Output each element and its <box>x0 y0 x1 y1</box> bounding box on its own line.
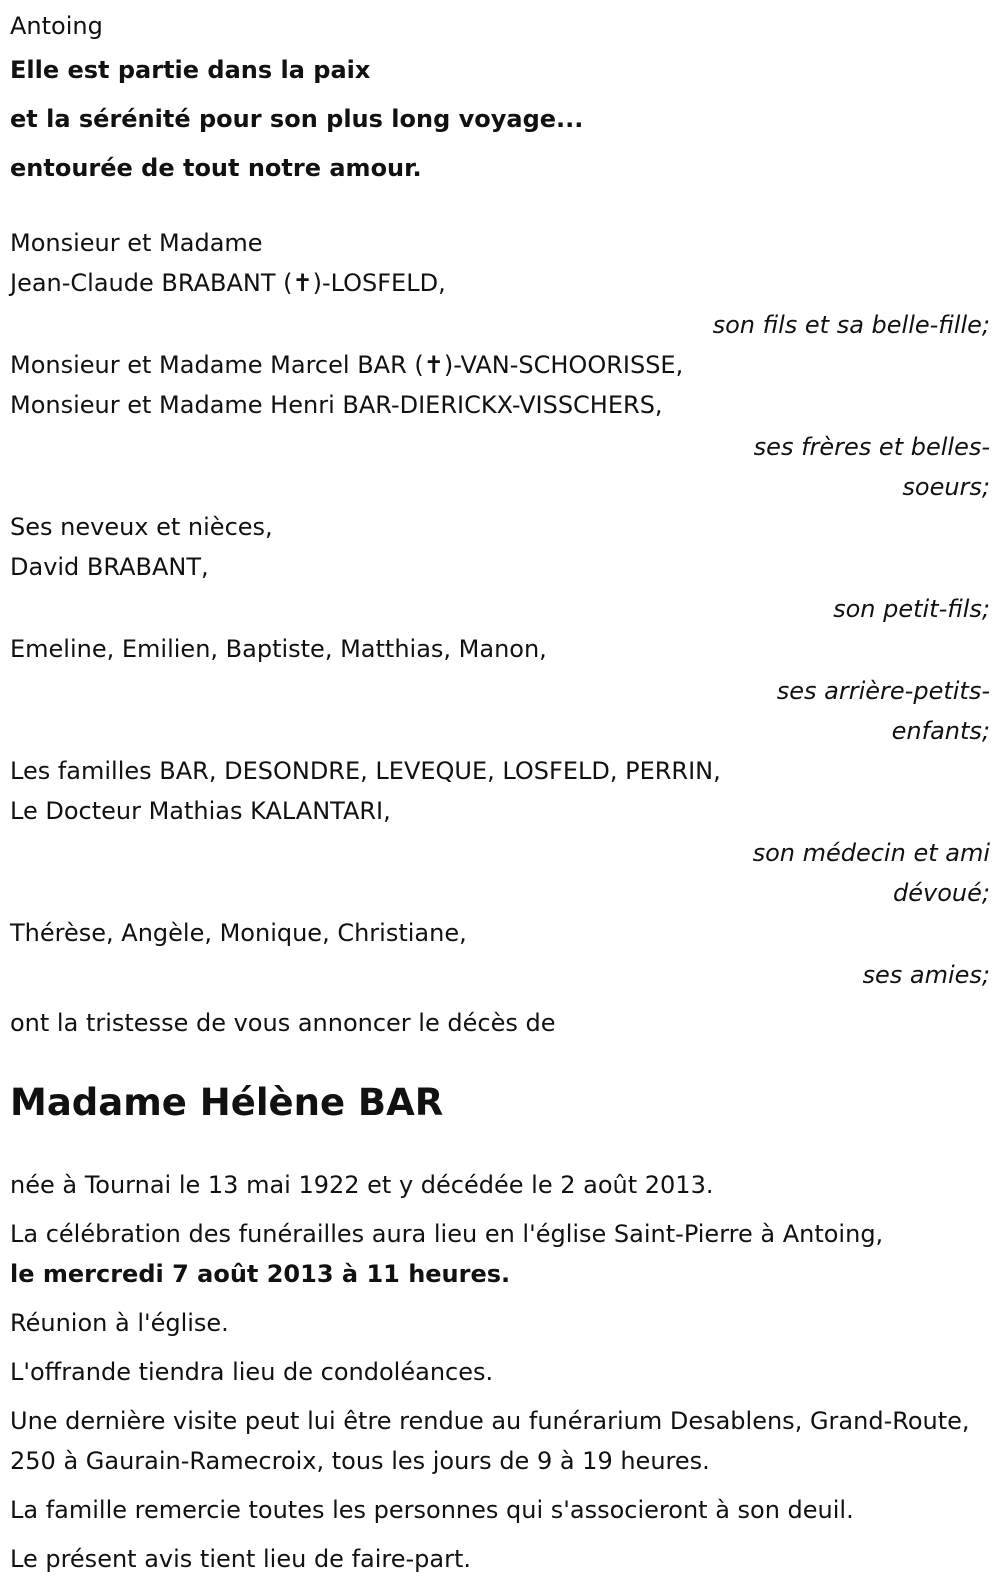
doctor-role: son médecin et ami dévoué; <box>752 839 990 907</box>
intro-line: entourée de tout notre amour. <box>10 154 422 182</box>
offering-line: L'offrande tiendra lieu de condoléances. <box>10 1358 494 1386</box>
intro-line: et la sérénité pour son plus long voyage... <box>10 105 584 133</box>
visit-line: Une dernière visite peut lui être rendue au funérarium Desablens, Grand-Route, 250 à Gaurain-Ramecroix, tous les jours de 9 à 19 heures. <box>10 1407 970 1475</box>
thanks-line: La famille remercie toutes les personnes qui s'associeront à son deuil. <box>10 1496 854 1524</box>
families-line: Les familles BAR, DESONDRE, LEVEQUE, LOSFELD, PERRIN, <box>10 757 721 785</box>
siblings-role: ses frères et belles-soeurs; <box>753 433 990 501</box>
grandson-role: son petit-fils; <box>833 595 990 623</box>
announcement-line: ont la tristesse de vous annoncer le décès de <box>10 1009 556 1037</box>
funeral-details <box>10 1165 990 1579</box>
friends-line: Thérèse, Angèle, Monique, Christiane, <box>10 919 467 947</box>
great-grandchildren-line: Emeline, Emilien, Baptiste, Matthias, Manon, <box>10 635 547 663</box>
ceremony-date-line: le mercredi 7 août 2013 à 11 heures. <box>10 1260 511 1288</box>
grandson-line: David BRABANT, <box>10 553 209 581</box>
nephews-line: Ses neveux et nièces, <box>10 513 273 541</box>
deceased-name: Madame Hélène BAR <box>10 1081 444 1124</box>
family-list <box>10 223 990 995</box>
friends-role: ses amies; <box>862 961 990 989</box>
meeting-line: Réunion à l'église. <box>10 1309 229 1337</box>
birth-death-line: née à Tournai le 13 mai 1922 et y décédée le 2 août 2013. <box>10 1171 714 1199</box>
intro-line: Elle est partie dans la paix <box>10 56 371 84</box>
son-role: son fils et sa belle-fille; <box>712 311 990 339</box>
intro-verse <box>10 46 990 193</box>
son-line: Monsieur et Madame <box>10 229 263 257</box>
notice-line: Le présent avis tient lieu de faire-part. <box>10 1545 472 1573</box>
ceremony-line: La célébration des funérailles aura lieu en l'église Saint-Pierre à Antoing, <box>10 1220 884 1248</box>
location-label: Antoing <box>10 12 103 40</box>
siblings-line: Monsieur et Madame Henri BAR-DIERICKX-VISSCHERS, <box>10 391 663 419</box>
son-line: Jean-Claude BRABANT (✝)-LOSFELD, <box>10 269 446 297</box>
siblings-line: Monsieur et Madame Marcel BAR (✝)-VAN-SCHOORISSE, <box>10 351 684 379</box>
doctor-line: Le Docteur Mathias KALANTARI, <box>10 797 391 825</box>
great-grandchildren-role: ses arrière-petits-enfants; <box>776 677 990 745</box>
